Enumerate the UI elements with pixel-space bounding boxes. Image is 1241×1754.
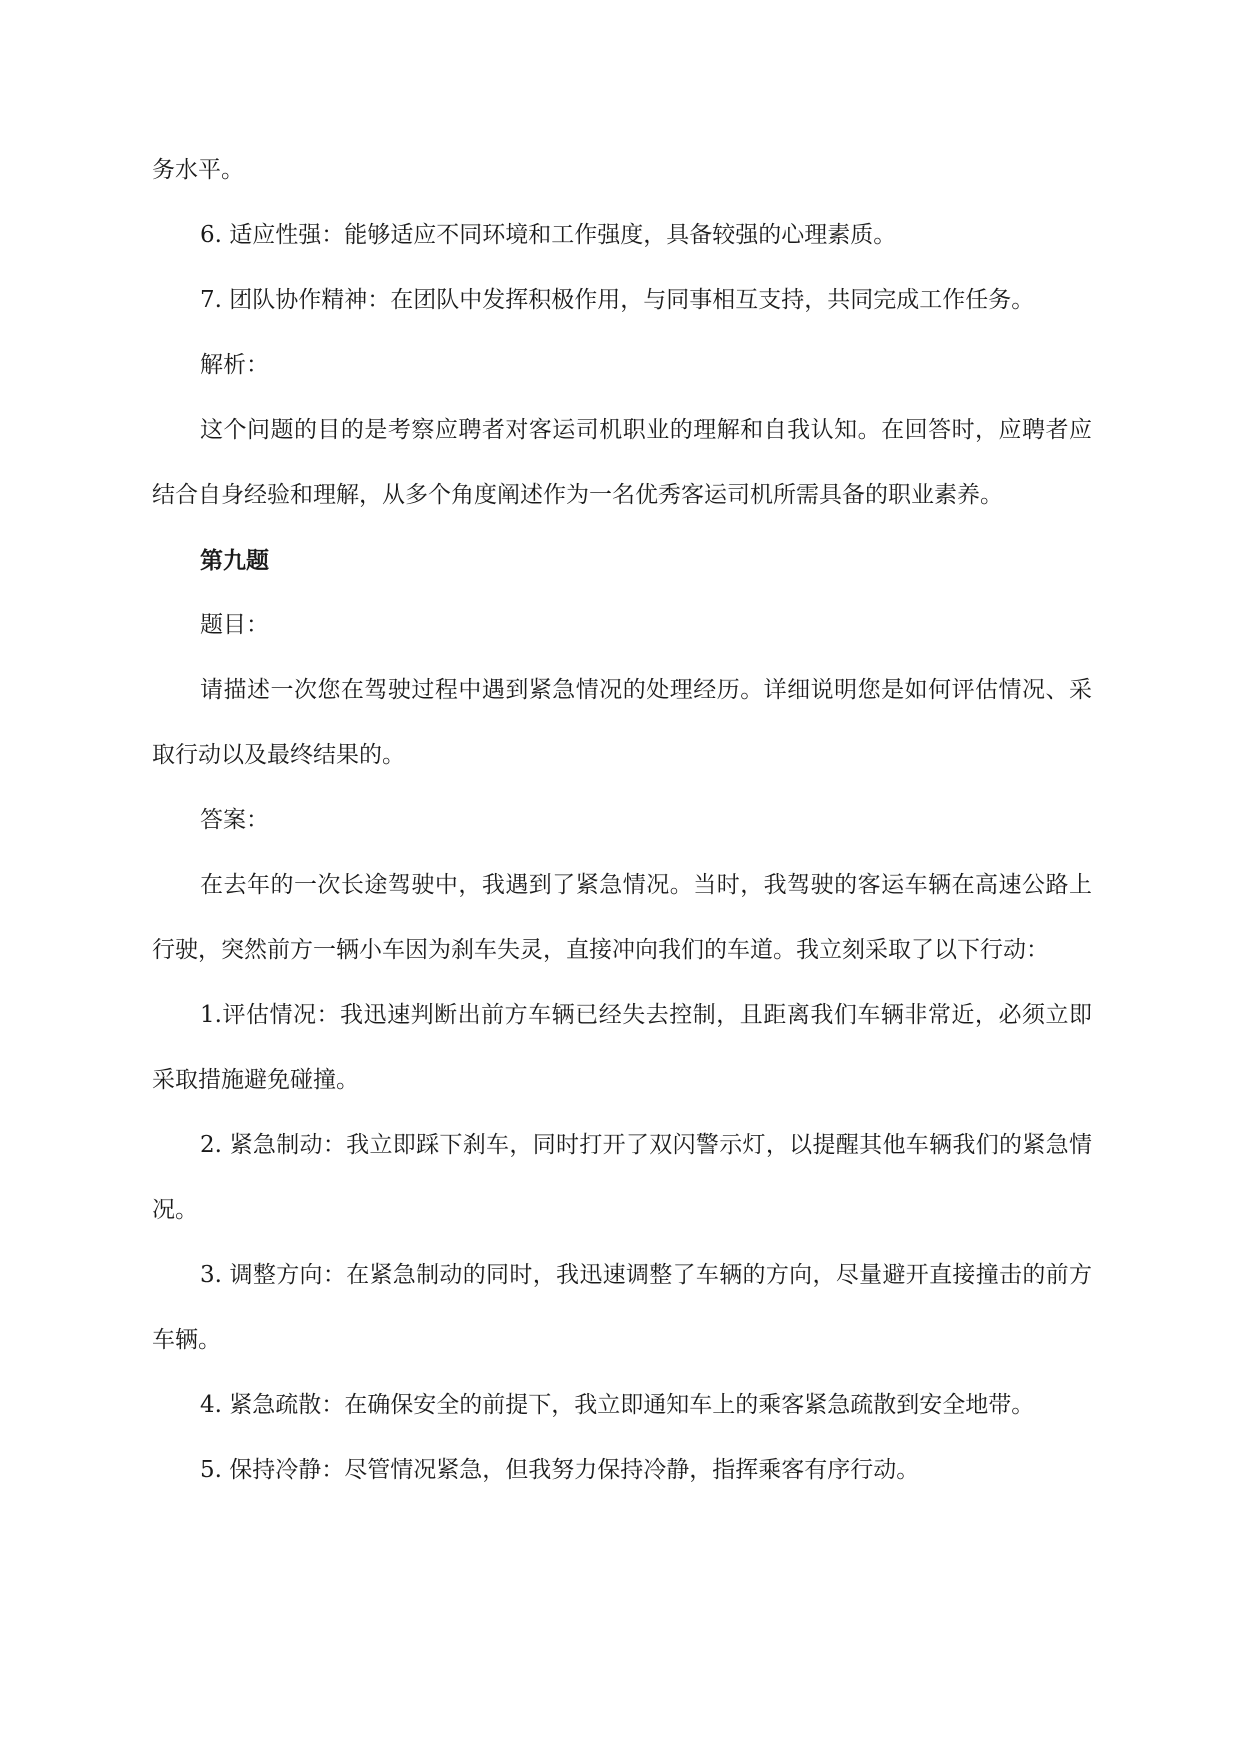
list-item-7: 7. 团队协作精神：在团队中发挥积极作用，与同事相互支持，共同完成工作任务。: [200, 287, 1035, 313]
question-paragraph: 请描述一次您在驾驶过程中遇到紧急情况的处理经历。详细说明您是如何评估情况、采取行动以及最终结果的。: [152, 677, 1092, 768]
answer-step-4: 4. 紧急疏散：在确保安全的前提下，我立即通知车上的乘客紧急疏散到安全地带。: [200, 1392, 1035, 1418]
list-item-6: 6. 适应性强：能够适应不同环境和工作强度，具备较强的心理素质。: [200, 222, 897, 248]
answer-step-2: 2. 紧急制动：我立即踩下刹车，同时打开了双闪警示灯，以提醒其他车辆我们的紧急情况。: [152, 1132, 1092, 1223]
section-heading: 第九题: [200, 547, 269, 574]
document-body: [152, 138, 1092, 1503]
question-label: 题目：: [200, 612, 269, 638]
answer-step-5: 5. 保持冷静：尽管情况紧急，但我努力保持冷静，指挥乘客有序行动。: [200, 1457, 920, 1483]
answer-paragraph: 在去年的一次长途驾驶中，我遇到了紧急情况。当时，我驾驶的客运车辆在高速公路上行驶，突然前方一辆小车因为刹车失灵，直接冲向我们的车道。我立刻采取了以下行动：: [152, 872, 1092, 963]
answer-label: 答案：: [200, 807, 269, 833]
paragraph-continuation: 务水平。: [152, 157, 244, 183]
analysis-paragraph: 这个问题的目的是考察应聘者对客运司机职业的理解和自我认知。在回答时，应聘者应结合自身经验和理解，从多个角度阐述作为一名优秀客运司机所需具备的职业素养。: [152, 417, 1092, 508]
answer-step-1: 1.评估情况：我迅速判断出前方车辆已经失去控制，且距离我们车辆非常近，必须立即采取措施避免碰撞。: [152, 1002, 1092, 1093]
analysis-label: 解析：: [200, 352, 269, 378]
answer-step-3: 3. 调整方向：在紧急制动的同时，我迅速调整了车辆的方向，尽量避开直接撞击的前方车辆。: [152, 1262, 1092, 1353]
